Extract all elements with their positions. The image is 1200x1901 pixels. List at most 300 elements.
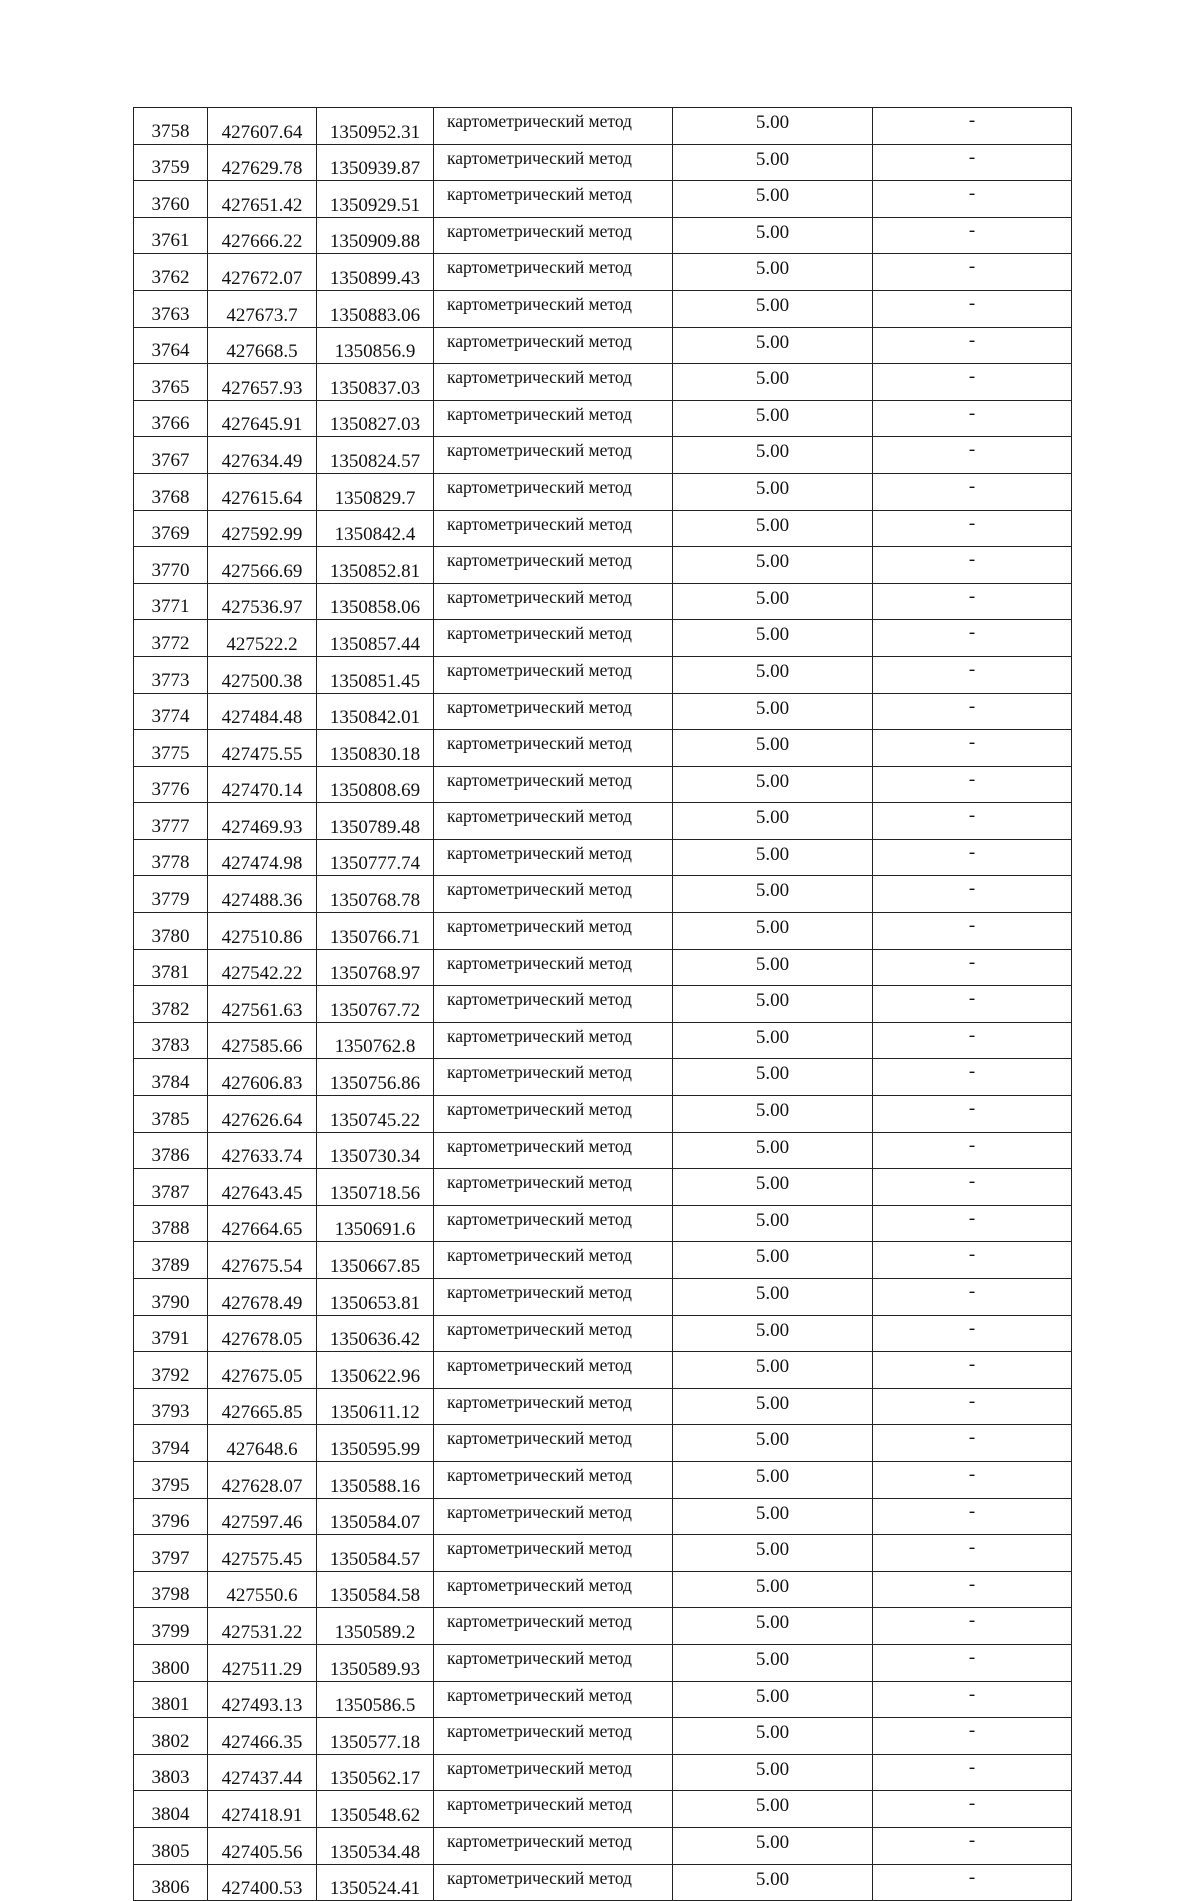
note-cell: -: [873, 1279, 1072, 1316]
point-number-cell: 3761: [134, 217, 208, 254]
x-coordinate-cell: 427466.35: [208, 1718, 317, 1755]
method-cell: картометрический метод: [434, 803, 673, 840]
x-coordinate-cell: 427488.36: [208, 876, 317, 913]
accuracy-cell: 5.00: [673, 364, 873, 401]
x-coordinate-cell: 427592.99: [208, 510, 317, 547]
y-coordinate-cell: 1350808.69: [317, 766, 434, 803]
x-coordinate-cell: 427606.83: [208, 1059, 317, 1096]
note-cell: -: [873, 730, 1072, 767]
y-coordinate-cell: 1350718.56: [317, 1169, 434, 1206]
point-number-cell: 3798: [134, 1571, 208, 1608]
x-coordinate-cell: 427597.46: [208, 1498, 317, 1535]
coordinates-table: [133, 107, 1072, 1901]
note-cell: -: [873, 839, 1072, 876]
y-coordinate-cell: 1350589.2: [317, 1608, 434, 1645]
accuracy-cell: 5.00: [673, 1718, 873, 1755]
table-row: [134, 1279, 1072, 1316]
x-coordinate-cell: 427678.05: [208, 1315, 317, 1352]
table-row: [134, 547, 1072, 584]
x-coordinate-cell: 427664.65: [208, 1205, 317, 1242]
table-row: [134, 108, 1072, 145]
point-number-cell: 3793: [134, 1388, 208, 1425]
table-row: [134, 986, 1072, 1023]
table-row: [134, 1132, 1072, 1169]
note-cell: -: [873, 1608, 1072, 1645]
note-cell: -: [873, 400, 1072, 437]
note-cell: -: [873, 1461, 1072, 1498]
x-coordinate-cell: 427542.22: [208, 949, 317, 986]
point-number-cell: 3784: [134, 1059, 208, 1096]
x-coordinate-cell: 427629.78: [208, 144, 317, 181]
x-coordinate-cell: 427673.7: [208, 290, 317, 327]
accuracy-cell: 5.00: [673, 1461, 873, 1498]
x-coordinate-cell: 427626.64: [208, 1096, 317, 1133]
method-cell: картометрический метод: [434, 1498, 673, 1535]
point-number-cell: 3801: [134, 1681, 208, 1718]
accuracy-cell: 5.00: [673, 1352, 873, 1389]
table-row: [134, 766, 1072, 803]
accuracy-cell: 5.00: [673, 1279, 873, 1316]
table-row: [134, 1754, 1072, 1791]
y-coordinate-cell: 1350768.78: [317, 876, 434, 913]
note-cell: -: [873, 1644, 1072, 1681]
accuracy-cell: 5.00: [673, 510, 873, 547]
table-row: [134, 254, 1072, 291]
y-coordinate-cell: 1350842.01: [317, 693, 434, 730]
table-row: [134, 1315, 1072, 1352]
table-row: [134, 1242, 1072, 1279]
point-number-cell: 3797: [134, 1535, 208, 1572]
accuracy-cell: 5.00: [673, 1022, 873, 1059]
method-cell: картометрический метод: [434, 1827, 673, 1864]
x-coordinate-cell: 427474.98: [208, 839, 317, 876]
accuracy-cell: 5.00: [673, 1132, 873, 1169]
method-cell: картометрический метод: [434, 1864, 673, 1901]
x-coordinate-cell: 427550.6: [208, 1571, 317, 1608]
method-cell: картометрический метод: [434, 1791, 673, 1828]
accuracy-cell: 5.00: [673, 1644, 873, 1681]
y-coordinate-cell: 1350745.22: [317, 1096, 434, 1133]
y-coordinate-cell: 1350667.85: [317, 1242, 434, 1279]
note-cell: -: [873, 803, 1072, 840]
method-cell: картометрический метод: [434, 327, 673, 364]
y-coordinate-cell: 1350586.5: [317, 1681, 434, 1718]
point-number-cell: 3794: [134, 1425, 208, 1462]
x-coordinate-cell: 427437.44: [208, 1754, 317, 1791]
y-coordinate-cell: 1350899.43: [317, 254, 434, 291]
table-row: [134, 839, 1072, 876]
point-number-cell: 3786: [134, 1132, 208, 1169]
method-cell: картометрический метод: [434, 181, 673, 218]
note-cell: -: [873, 1425, 1072, 1462]
table-row: [134, 1791, 1072, 1828]
x-coordinate-cell: 427643.45: [208, 1169, 317, 1206]
table-row: [134, 1644, 1072, 1681]
x-coordinate-cell: 427633.74: [208, 1132, 317, 1169]
method-cell: картометрический метод: [434, 949, 673, 986]
y-coordinate-cell: 1350824.57: [317, 437, 434, 474]
x-coordinate-cell: 427645.91: [208, 400, 317, 437]
accuracy-cell: 5.00: [673, 620, 873, 657]
y-coordinate-cell: 1350589.93: [317, 1644, 434, 1681]
point-number-cell: 3791: [134, 1315, 208, 1352]
table-row: [134, 1498, 1072, 1535]
accuracy-cell: 5.00: [673, 1827, 873, 1864]
y-coordinate-cell: 1350584.58: [317, 1571, 434, 1608]
note-cell: -: [873, 1864, 1072, 1901]
method-cell: картометрический метод: [434, 620, 673, 657]
note-cell: -: [873, 1096, 1072, 1133]
point-number-cell: 3759: [134, 144, 208, 181]
method-cell: картометрический метод: [434, 1132, 673, 1169]
x-coordinate-cell: 427628.07: [208, 1461, 317, 1498]
accuracy-cell: 5.00: [673, 986, 873, 1023]
x-coordinate-cell: 427668.5: [208, 327, 317, 364]
point-number-cell: 3771: [134, 583, 208, 620]
x-coordinate-cell: 427531.22: [208, 1608, 317, 1645]
method-cell: картометрический метод: [434, 364, 673, 401]
accuracy-cell: 5.00: [673, 1571, 873, 1608]
point-number-cell: 3804: [134, 1791, 208, 1828]
table-row: [134, 181, 1072, 218]
method-cell: картометрический метод: [434, 730, 673, 767]
y-coordinate-cell: 1350588.16: [317, 1461, 434, 1498]
x-coordinate-cell: 427634.49: [208, 437, 317, 474]
point-number-cell: 3796: [134, 1498, 208, 1535]
note-cell: -: [873, 656, 1072, 693]
note-cell: -: [873, 144, 1072, 181]
x-coordinate-cell: 427566.69: [208, 547, 317, 584]
note-cell: -: [873, 620, 1072, 657]
point-number-cell: 3787: [134, 1169, 208, 1206]
point-number-cell: 3785: [134, 1096, 208, 1133]
method-cell: картометрический метод: [434, 290, 673, 327]
method-cell: картометрический метод: [434, 437, 673, 474]
accuracy-cell: 5.00: [673, 400, 873, 437]
method-cell: картометрический метод: [434, 547, 673, 584]
note-cell: -: [873, 547, 1072, 584]
x-coordinate-cell: 427511.29: [208, 1644, 317, 1681]
table-row: [134, 1681, 1072, 1718]
point-number-cell: 3799: [134, 1608, 208, 1645]
y-coordinate-cell: 1350584.07: [317, 1498, 434, 1535]
accuracy-cell: 5.00: [673, 1425, 873, 1462]
note-cell: -: [873, 108, 1072, 145]
x-coordinate-cell: 427493.13: [208, 1681, 317, 1718]
table-row: [134, 1096, 1072, 1133]
note-cell: -: [873, 1059, 1072, 1096]
y-coordinate-cell: 1350636.42: [317, 1315, 434, 1352]
table-row: [134, 620, 1072, 657]
y-coordinate-cell: 1350691.6: [317, 1205, 434, 1242]
x-coordinate-cell: 427615.64: [208, 473, 317, 510]
x-coordinate-cell: 427672.07: [208, 254, 317, 291]
point-number-cell: 3778: [134, 839, 208, 876]
note-cell: -: [873, 766, 1072, 803]
y-coordinate-cell: 1350883.06: [317, 290, 434, 327]
point-number-cell: 3764: [134, 327, 208, 364]
accuracy-cell: 5.00: [673, 949, 873, 986]
y-coordinate-cell: 1350730.34: [317, 1132, 434, 1169]
x-coordinate-cell: 427484.48: [208, 693, 317, 730]
point-number-cell: 3795: [134, 1461, 208, 1498]
accuracy-cell: 5.00: [673, 1205, 873, 1242]
table-row: [134, 730, 1072, 767]
accuracy-cell: 5.00: [673, 144, 873, 181]
point-number-cell: 3777: [134, 803, 208, 840]
table-row: [134, 1205, 1072, 1242]
method-cell: картометрический метод: [434, 1169, 673, 1206]
note-cell: -: [873, 1132, 1072, 1169]
point-number-cell: 3800: [134, 1644, 208, 1681]
method-cell: картометрический метод: [434, 1388, 673, 1425]
method-cell: картометрический метод: [434, 1681, 673, 1718]
y-coordinate-cell: 1350952.31: [317, 108, 434, 145]
point-number-cell: 3788: [134, 1205, 208, 1242]
x-coordinate-cell: 427500.38: [208, 656, 317, 693]
accuracy-cell: 5.00: [673, 913, 873, 950]
note-cell: -: [873, 1498, 1072, 1535]
method-cell: картометрический метод: [434, 1315, 673, 1352]
table-row: [134, 913, 1072, 950]
y-coordinate-cell: 1350524.41: [317, 1864, 434, 1901]
table-row: [134, 1608, 1072, 1645]
point-number-cell: 3781: [134, 949, 208, 986]
note-cell: -: [873, 510, 1072, 547]
accuracy-cell: 5.00: [673, 547, 873, 584]
method-cell: картометрический метод: [434, 1461, 673, 1498]
table-row: [134, 1718, 1072, 1755]
accuracy-cell: 5.00: [673, 473, 873, 510]
table-row: [134, 327, 1072, 364]
note-cell: -: [873, 1718, 1072, 1755]
y-coordinate-cell: 1350837.03: [317, 364, 434, 401]
note-cell: -: [873, 913, 1072, 950]
note-cell: -: [873, 1242, 1072, 1279]
accuracy-cell: 5.00: [673, 1535, 873, 1572]
note-cell: -: [873, 1022, 1072, 1059]
method-cell: картометрический метод: [434, 510, 673, 547]
x-coordinate-cell: 427475.55: [208, 730, 317, 767]
point-number-cell: 3789: [134, 1242, 208, 1279]
accuracy-cell: 5.00: [673, 1791, 873, 1828]
method-cell: картометрический метод: [434, 144, 673, 181]
table-row: [134, 400, 1072, 437]
table-row: [134, 876, 1072, 913]
point-number-cell: 3770: [134, 547, 208, 584]
y-coordinate-cell: 1350577.18: [317, 1718, 434, 1755]
point-number-cell: 3782: [134, 986, 208, 1023]
method-cell: картометрический метод: [434, 693, 673, 730]
point-number-cell: 3792: [134, 1352, 208, 1389]
x-coordinate-cell: 427510.86: [208, 913, 317, 950]
note-cell: -: [873, 1352, 1072, 1389]
y-coordinate-cell: 1350777.74: [317, 839, 434, 876]
accuracy-cell: 5.00: [673, 1096, 873, 1133]
y-coordinate-cell: 1350789.48: [317, 803, 434, 840]
y-coordinate-cell: 1350534.48: [317, 1827, 434, 1864]
point-number-cell: 3790: [134, 1279, 208, 1316]
x-coordinate-cell: 427405.56: [208, 1827, 317, 1864]
y-coordinate-cell: 1350851.45: [317, 656, 434, 693]
table-row: [134, 473, 1072, 510]
method-cell: картометрический метод: [434, 254, 673, 291]
method-cell: картометрический метод: [434, 1352, 673, 1389]
table-row: [134, 949, 1072, 986]
note-cell: -: [873, 364, 1072, 401]
x-coordinate-cell: 427665.85: [208, 1388, 317, 1425]
table-row: [134, 1461, 1072, 1498]
point-number-cell: 3772: [134, 620, 208, 657]
x-coordinate-cell: 427400.53: [208, 1864, 317, 1901]
y-coordinate-cell: 1350622.96: [317, 1352, 434, 1389]
point-number-cell: 3765: [134, 364, 208, 401]
table-row: [134, 1425, 1072, 1462]
table-row: [134, 217, 1072, 254]
accuracy-cell: 5.00: [673, 181, 873, 218]
method-cell: картометрический метод: [434, 108, 673, 145]
method-cell: картометрический метод: [434, 583, 673, 620]
note-cell: -: [873, 1681, 1072, 1718]
point-number-cell: 3780: [134, 913, 208, 950]
x-coordinate-cell: 427469.93: [208, 803, 317, 840]
method-cell: картометрический метод: [434, 1425, 673, 1462]
table-row: [134, 1059, 1072, 1096]
note-cell: -: [873, 1388, 1072, 1425]
y-coordinate-cell: 1350852.81: [317, 547, 434, 584]
table-row: [134, 144, 1072, 181]
y-coordinate-cell: 1350829.7: [317, 473, 434, 510]
note-cell: -: [873, 1827, 1072, 1864]
table-row: [134, 290, 1072, 327]
note-cell: -: [873, 327, 1072, 364]
x-coordinate-cell: 427470.14: [208, 766, 317, 803]
accuracy-cell: 5.00: [673, 327, 873, 364]
y-coordinate-cell: 1350584.57: [317, 1535, 434, 1572]
x-coordinate-cell: 427575.45: [208, 1535, 317, 1572]
note-cell: -: [873, 1571, 1072, 1608]
method-cell: картометрический метод: [434, 217, 673, 254]
point-number-cell: 3763: [134, 290, 208, 327]
note-cell: -: [873, 1169, 1072, 1206]
note-cell: -: [873, 254, 1072, 291]
accuracy-cell: 5.00: [673, 656, 873, 693]
y-coordinate-cell: 1350611.12: [317, 1388, 434, 1425]
accuracy-cell: 5.00: [673, 1498, 873, 1535]
method-cell: картометрический метод: [434, 1096, 673, 1133]
accuracy-cell: 5.00: [673, 1388, 873, 1425]
point-number-cell: 3774: [134, 693, 208, 730]
x-coordinate-cell: 427536.97: [208, 583, 317, 620]
table-row: [134, 1864, 1072, 1901]
x-coordinate-cell: 427675.54: [208, 1242, 317, 1279]
table-row: [134, 1388, 1072, 1425]
accuracy-cell: 5.00: [673, 1608, 873, 1645]
note-cell: -: [873, 986, 1072, 1023]
table-row: [134, 1022, 1072, 1059]
method-cell: картометрический метод: [434, 876, 673, 913]
accuracy-cell: 5.00: [673, 1681, 873, 1718]
accuracy-cell: 5.00: [673, 693, 873, 730]
x-coordinate-cell: 427666.22: [208, 217, 317, 254]
note-cell: -: [873, 1535, 1072, 1572]
table-row: [134, 656, 1072, 693]
note-cell: -: [873, 876, 1072, 913]
x-coordinate-cell: 427648.6: [208, 1425, 317, 1462]
method-cell: картометрический метод: [434, 1535, 673, 1572]
point-number-cell: 3775: [134, 730, 208, 767]
point-number-cell: 3760: [134, 181, 208, 218]
x-coordinate-cell: 427651.42: [208, 181, 317, 218]
table-row: [134, 364, 1072, 401]
x-coordinate-cell: 427675.05: [208, 1352, 317, 1389]
y-coordinate-cell: 1350856.9: [317, 327, 434, 364]
y-coordinate-cell: 1350562.17: [317, 1754, 434, 1791]
table-row: [134, 1169, 1072, 1206]
accuracy-cell: 5.00: [673, 583, 873, 620]
y-coordinate-cell: 1350929.51: [317, 181, 434, 218]
method-cell: картометрический метод: [434, 1608, 673, 1645]
accuracy-cell: 5.00: [673, 803, 873, 840]
accuracy-cell: 5.00: [673, 1169, 873, 1206]
x-coordinate-cell: 427585.66: [208, 1022, 317, 1059]
y-coordinate-cell: 1350653.81: [317, 1279, 434, 1316]
method-cell: картометрический метод: [434, 766, 673, 803]
table-row: [134, 510, 1072, 547]
method-cell: картометрический метод: [434, 1205, 673, 1242]
point-number-cell: 3806: [134, 1864, 208, 1901]
point-number-cell: 3776: [134, 766, 208, 803]
table-row: [134, 1352, 1072, 1389]
accuracy-cell: 5.00: [673, 730, 873, 767]
note-cell: -: [873, 290, 1072, 327]
table-row: [134, 1827, 1072, 1864]
method-cell: картометрический метод: [434, 656, 673, 693]
x-coordinate-cell: 427607.64: [208, 108, 317, 145]
y-coordinate-cell: 1350756.86: [317, 1059, 434, 1096]
accuracy-cell: 5.00: [673, 108, 873, 145]
point-number-cell: 3769: [134, 510, 208, 547]
accuracy-cell: 5.00: [673, 437, 873, 474]
point-number-cell: 3803: [134, 1754, 208, 1791]
accuracy-cell: 5.00: [673, 766, 873, 803]
method-cell: картометрический метод: [434, 913, 673, 950]
accuracy-cell: 5.00: [673, 1864, 873, 1901]
point-number-cell: 3783: [134, 1022, 208, 1059]
table-row: [134, 803, 1072, 840]
note-cell: -: [873, 1791, 1072, 1828]
accuracy-cell: 5.00: [673, 876, 873, 913]
method-cell: картометрический метод: [434, 473, 673, 510]
accuracy-cell: 5.00: [673, 1754, 873, 1791]
y-coordinate-cell: 1350857.44: [317, 620, 434, 657]
accuracy-cell: 5.00: [673, 217, 873, 254]
note-cell: -: [873, 437, 1072, 474]
method-cell: картометрический метод: [434, 1059, 673, 1096]
x-coordinate-cell: 427657.93: [208, 364, 317, 401]
point-number-cell: 3773: [134, 656, 208, 693]
table-row: [134, 583, 1072, 620]
note-cell: -: [873, 949, 1072, 986]
y-coordinate-cell: 1350762.8: [317, 1022, 434, 1059]
point-number-cell: 3766: [134, 400, 208, 437]
note-cell: -: [873, 1754, 1072, 1791]
method-cell: картометрический метод: [434, 986, 673, 1023]
method-cell: картометрический метод: [434, 1279, 673, 1316]
method-cell: картометрический метод: [434, 1571, 673, 1608]
point-number-cell: 3758: [134, 108, 208, 145]
note-cell: -: [873, 217, 1072, 254]
